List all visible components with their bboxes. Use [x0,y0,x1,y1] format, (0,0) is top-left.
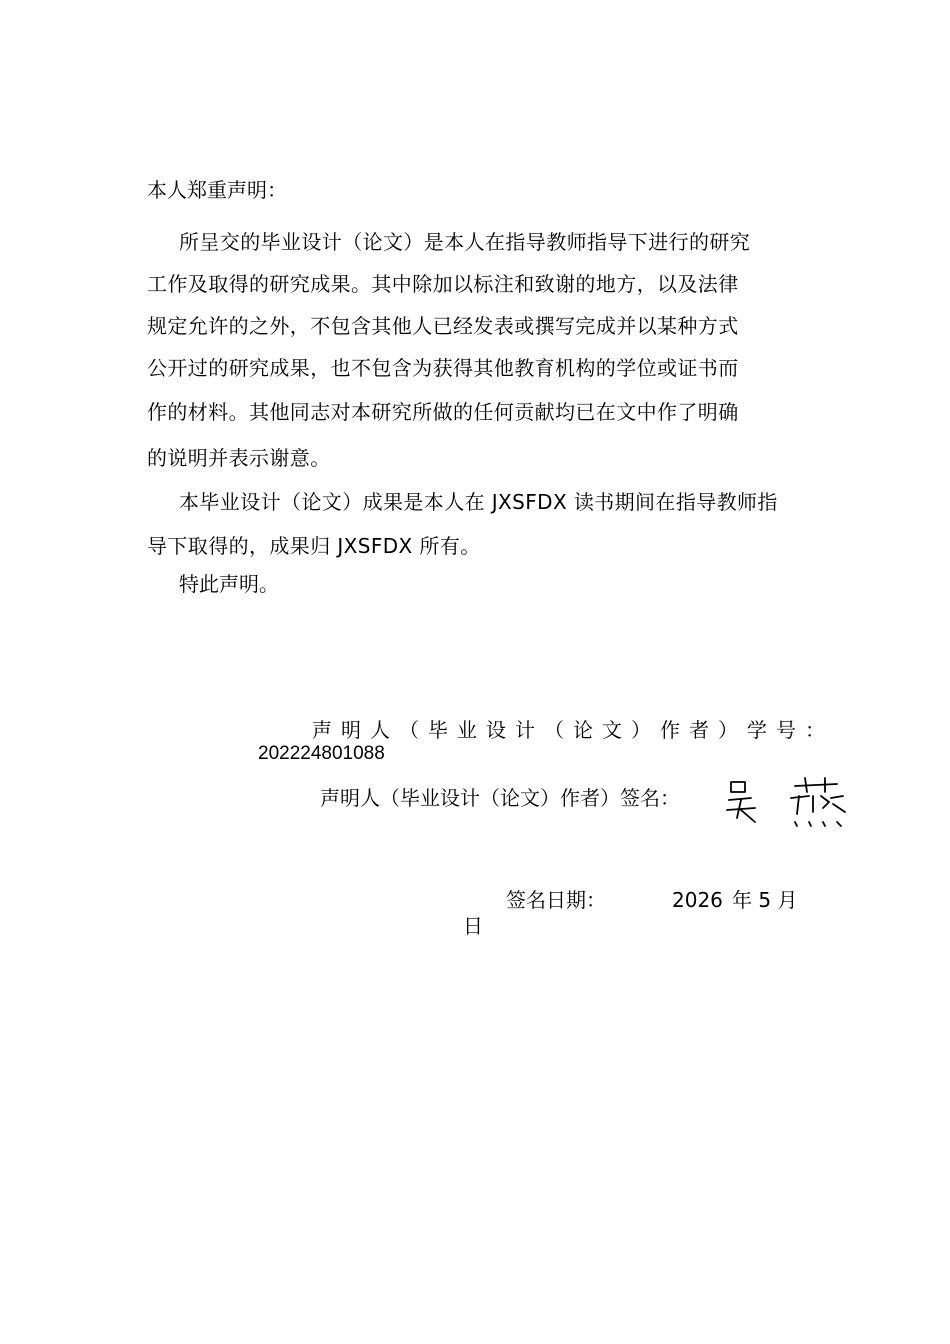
signature-date-label: 签名日期： [506,888,606,912]
student-id-label: 声明人（毕业设计（论文）作者）学号： [312,718,834,742]
paragraph-1-line-4: 公开过的研究成果，也不包含为获得其他教育机构的学位或证书而 [147,356,739,380]
signature-label: 声明人（毕业设计（论文）作者）签名： [320,786,680,810]
paragraph-2-line-1: 本毕业设计（论文）成果是本人在 JXSFDX 读书期间在指导教师指 [179,490,778,514]
declaration-heading: 本人郑重声明： [147,178,287,202]
paragraph-1-line-3: 规定允许的之外，不包含其他人已经发表或撰写完成并以某种方式 [147,314,739,338]
signature-date-year: 2026 [672,888,723,912]
paragraph-1-line-2: 工作及取得的研究成果。其中除加以标注和致谢的地方，以及法律 [147,272,739,296]
student-id-value: 202224801088 [258,743,385,764]
signature-date-year-month: 年 5 月 [732,888,798,912]
paragraph-2-line-2: 导下取得的，成果归 JXSFDX 所有。 [147,534,481,558]
closing-statement: 特此声明。 [179,572,279,596]
paragraph-1-line-6: 的说明并表示谢意。 [147,446,331,470]
signature-date-day: 日 [463,914,483,938]
paragraph-1-line-1: 所呈交的毕业设计（论文）是本人在指导教师指导下进行的研究 [179,230,751,254]
handwritten-signature [725,772,855,832]
paragraph-1-line-5: 作的材料。其他同志对本研究所做的任何贡献均已在文中作了明确 [147,400,739,424]
